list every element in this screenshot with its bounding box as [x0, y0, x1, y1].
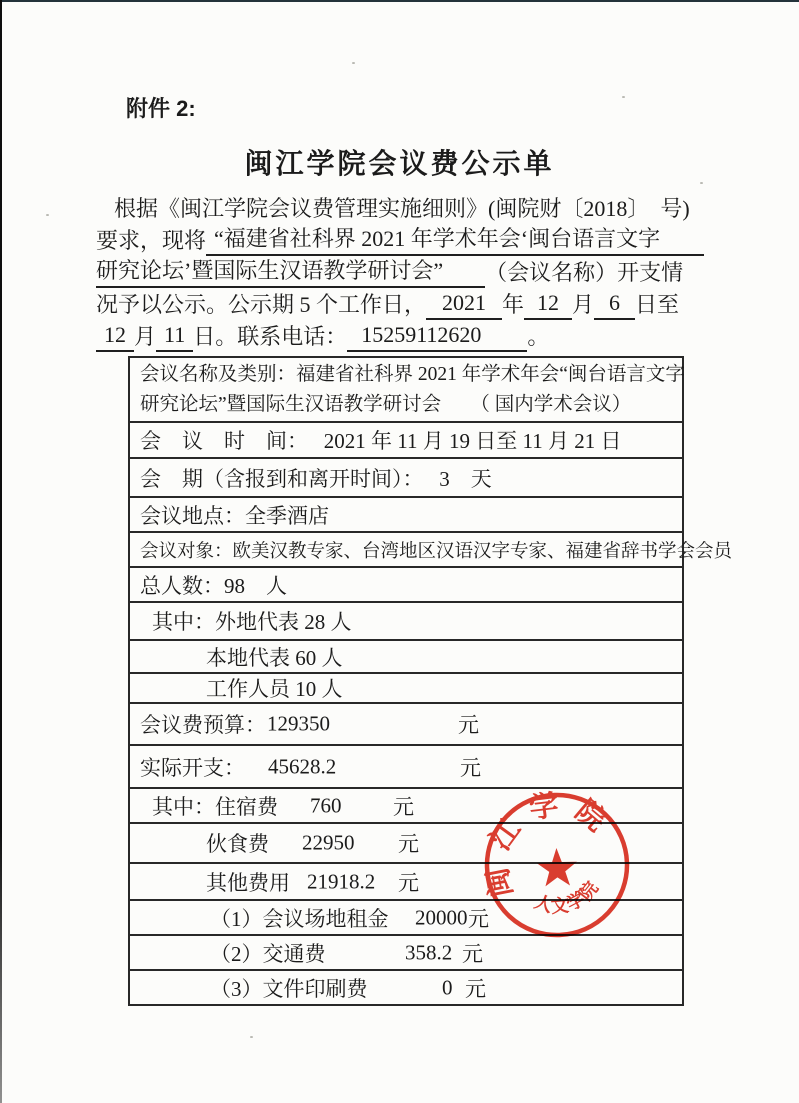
currency-unit: 元 [393, 794, 414, 819]
publish-start-month: 12 [524, 287, 572, 320]
table-row-conference-time [130, 421, 682, 457]
printing-amount: 0 [442, 975, 453, 999]
row-label: 会 议 时 间： 2021 年 11 月 19 日至 11 月 21 日 [140, 429, 622, 453]
page-title: 闽江学院会议费公示单 [244, 148, 555, 179]
seal-star-icon [536, 847, 577, 886]
seal-top-text: 闽江学院 [479, 788, 622, 900]
intro-text: 年 [502, 292, 525, 317]
table-row-conference-name [130, 358, 685, 421]
intro-line-3 [96, 256, 704, 288]
intro-text: 日。联系电话： [193, 324, 348, 349]
currency-unit: 元 [460, 755, 481, 780]
intro-line-4 [96, 288, 704, 320]
table-row-budget [130, 702, 682, 744]
scan-speck [622, 96, 625, 98]
row-label: 会议费预算： [140, 713, 266, 737]
intro-text: 要求，现将 [96, 228, 207, 253]
currency-unit: 元 [468, 906, 489, 931]
publish-end-day: 11 [156, 319, 193, 352]
scan-speck [352, 62, 355, 64]
table-row-participants-type [130, 531, 733, 566]
publish-start-year: 2021 [426, 287, 502, 320]
row-label: 总人数：98 人 [140, 573, 287, 598]
meal-amount: 22950 [302, 830, 355, 855]
row-label: 会议对象：欧美汉教专家、台湾地区汉语汉字专家、福建省辞书学会会员 [140, 541, 733, 562]
row-label: 其中：外地代表 28 人 [152, 610, 352, 634]
currency-unit: 元 [398, 870, 419, 895]
intro-text: 月 [572, 292, 595, 317]
intro-line-1 [96, 192, 704, 224]
row-label: 本地代表 60 人 [206, 645, 343, 670]
seal-bottom-text: 人文学院 [531, 877, 603, 917]
publish-end-month: 12 [96, 319, 134, 352]
intro-text: 。 [527, 324, 550, 349]
table-row-printing-fee [130, 969, 682, 1004]
conference-name-blank-line2: 研究论坛’暨国际生汉语教学研讨会” [96, 255, 443, 288]
contact-phone: 15259112620 [347, 319, 527, 352]
intro-line-2 [96, 224, 704, 256]
row-label: （3）文件印刷费 [210, 976, 368, 1001]
attachment-label: 附件 2: [126, 96, 196, 121]
row-label: 工作人员 10 人 [206, 677, 343, 701]
row-label: 其他费用 [206, 870, 290, 895]
table-row-staff [130, 672, 682, 702]
intro-text: 况予以公示。公示期 5 个工作日， [96, 292, 427, 317]
intro-text: 日至 [635, 292, 680, 317]
row-label: 会 期（含报到和离开时间）： 3 天 [140, 466, 492, 491]
currency-unit: 元 [465, 976, 486, 1001]
actual-spend-amount: 45628.2 [268, 754, 337, 778]
currency-unit: 元 [458, 713, 479, 737]
row-label: 实际开支： [140, 755, 245, 780]
scan-speck [250, 1036, 253, 1038]
row-label-line2: 研究论坛”暨国际生汉语教学研讨会 （ 国内学术会议） [140, 394, 632, 415]
transport-amount: 358.2 [405, 940, 453, 964]
intro-text: 月 [134, 324, 157, 349]
intro-text: 根据《闽江学院会议费管理实施细则》(闽院财〔2018〕 号) [114, 196, 690, 221]
row-label: 其中：住宿费 [152, 794, 278, 819]
table-row-local-delegates [130, 639, 682, 672]
row-label: 会议名称及类别：福建省社科界 2021 年学术年会“闽台语言文字 [140, 364, 685, 385]
other-fee-amount: 21918.2 [307, 869, 376, 893]
intro-line-5 [96, 320, 704, 352]
row-label: （2）交通费 [210, 941, 326, 966]
budget-amount: 129350 [267, 711, 330, 736]
table-row-outside-delegates [130, 601, 682, 639]
scan-speck [46, 214, 49, 216]
publish-start-day: 6 [594, 287, 635, 320]
table-row-location [130, 496, 682, 531]
row-label: （1）会议场地租金 [210, 906, 389, 931]
table-row-total-headcount [130, 566, 682, 601]
scan-speck [700, 182, 703, 184]
intro-paragraph [96, 192, 704, 352]
lodging-amount: 760 [310, 793, 342, 817]
intro-text: （会议名称）开支情 [485, 260, 684, 285]
scan-top-edge [0, 0, 799, 2]
table-row-duration [130, 457, 682, 496]
official-seal [474, 782, 639, 947]
row-label: 会议地点：全季酒店 [140, 503, 329, 528]
table-row-actual-spend [130, 744, 682, 787]
row-label: 伙食费 [206, 832, 269, 856]
conference-name-blank-line1: “福建省社科界 2021 年学术年会‘闽台语言文字 [206, 223, 704, 256]
currency-unit: 元 [398, 832, 419, 856]
venue-rental-amount: 20000 [415, 905, 468, 929]
currency-unit: 元 [462, 941, 483, 966]
